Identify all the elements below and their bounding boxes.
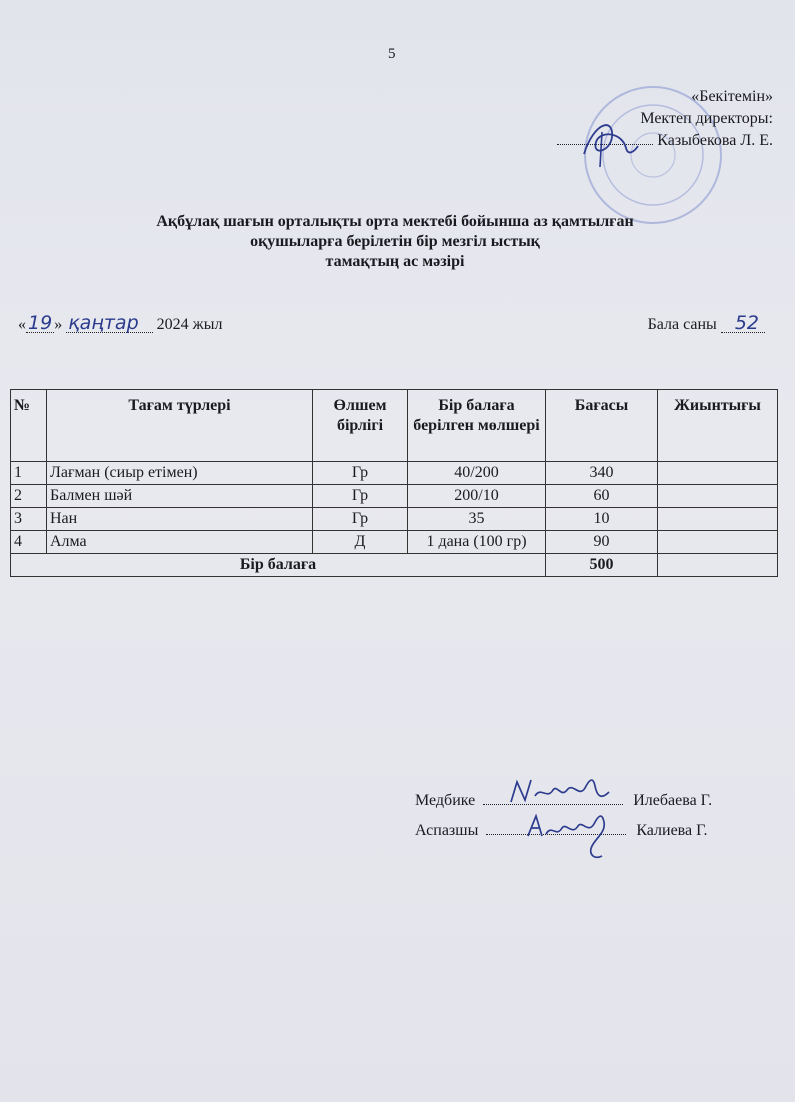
children-count-line <box>648 314 765 334</box>
footer-total <box>658 554 778 577</box>
page-number: 5 <box>388 46 396 62</box>
row-price: 10 <box>546 508 658 531</box>
row-dish: Алма <box>47 531 313 554</box>
children-count-value: 52 <box>721 314 765 333</box>
table-row <box>11 508 778 531</box>
date-month: қаңтар <box>66 314 152 333</box>
table-row <box>11 531 778 554</box>
table-row <box>11 485 778 508</box>
footer-label: Бір балаға <box>11 554 546 577</box>
title-line-1: Ақбұлақ шағын орталықты орта мектебі бойынша аз қамтылған <box>156 213 634 230</box>
approval-position: Мектеп директоры: <box>640 110 773 127</box>
row-total <box>658 485 778 508</box>
header-portion: Бір балаға берілген мөлшері <box>408 390 546 462</box>
row-total <box>658 462 778 485</box>
header-unit: Өлшем бірлігі <box>313 390 408 462</box>
row-price: 340 <box>546 462 658 485</box>
row-number: 3 <box>11 508 47 531</box>
row-unit: Гр <box>313 462 408 485</box>
title-line-2: оқушыларға берілетін бір мезгіл ыстық <box>250 233 540 250</box>
children-count-label: Бала саны <box>647 316 717 333</box>
table-header-row <box>11 390 778 462</box>
table-footer-row <box>11 554 778 577</box>
date-year: 2024 жыл <box>156 316 223 333</box>
row-number: 1 <box>11 462 47 485</box>
table-row <box>11 462 778 485</box>
cook-name: Калиева Г. <box>636 822 708 839</box>
title-line-3: тамақтың ас мәзірі <box>325 253 465 270</box>
approval-title: «Бекітемін» <box>691 88 773 105</box>
date-line <box>18 314 222 334</box>
row-number: 2 <box>11 485 47 508</box>
nurse-label: Медбике <box>415 792 476 809</box>
date-day: 19 <box>28 312 53 334</box>
row-price: 60 <box>546 485 658 508</box>
row-portion: 1 дана (100 гр) <box>408 531 546 554</box>
row-total <box>658 508 778 531</box>
document-title <box>60 212 730 272</box>
nurse-signature <box>505 772 615 812</box>
cook-signature <box>522 808 622 864</box>
row-number: 4 <box>11 531 47 554</box>
header-total: Жиынтығы <box>658 390 778 462</box>
row-portion: 40/200 <box>408 462 546 485</box>
row-total <box>658 531 778 554</box>
director-signature <box>574 112 644 172</box>
header-price: Бағасы <box>546 390 658 462</box>
row-unit: Гр <box>313 485 408 508</box>
header-number: № <box>11 390 47 462</box>
row-portion: 35 <box>408 508 546 531</box>
row-unit: Д <box>313 531 408 554</box>
row-dish: Лағман (сиыр етімен) <box>47 462 313 485</box>
date-close-quote: » <box>54 316 63 333</box>
row-portion: 200/10 <box>408 485 546 508</box>
nurse-name: Илебаева Г. <box>633 792 713 809</box>
row-price: 90 <box>546 531 658 554</box>
header-dish: Тағам түрлері <box>47 390 313 462</box>
footer-price: 500 <box>546 554 658 577</box>
director-name: Казыбекова Л. Е. <box>657 132 773 149</box>
menu-table <box>10 389 778 577</box>
row-unit: Гр <box>313 508 408 531</box>
row-dish: Балмен шәй <box>47 485 313 508</box>
row-dish: Нан <box>47 508 313 531</box>
cook-label: Аспазшы <box>415 822 479 839</box>
date-open-quote: « <box>18 316 26 333</box>
